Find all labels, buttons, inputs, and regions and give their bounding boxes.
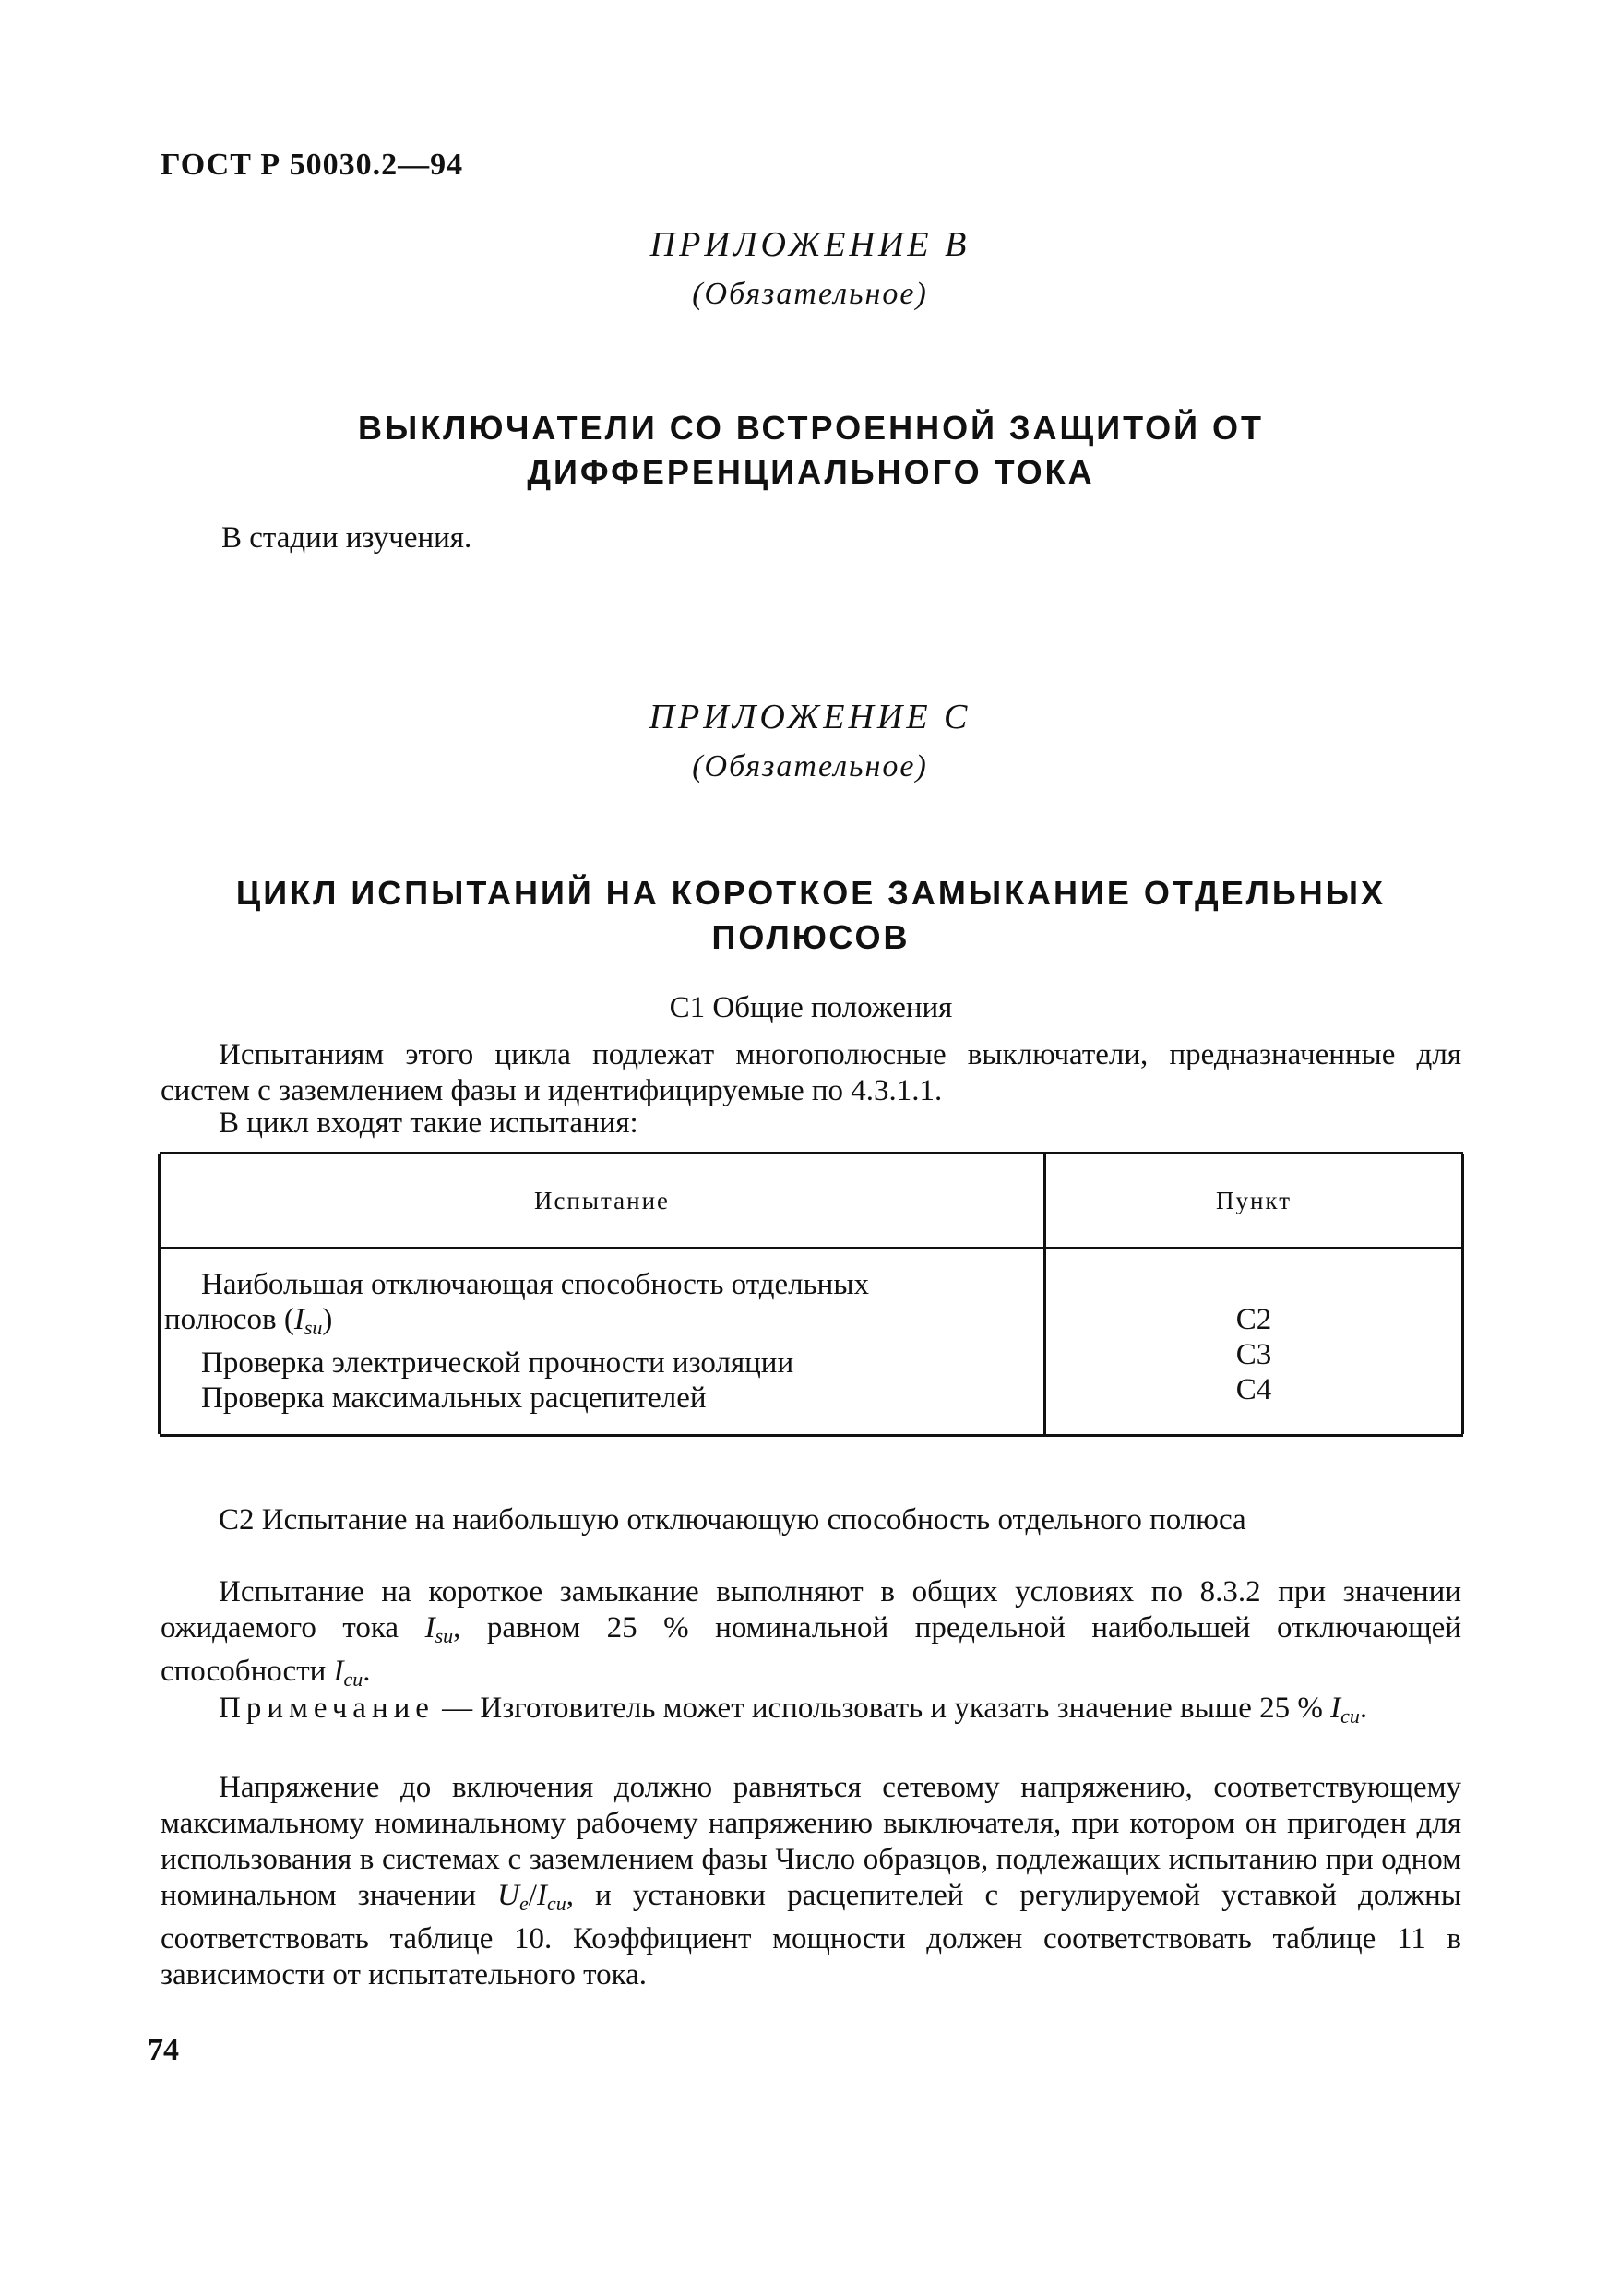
table-header-clause: Пункт bbox=[1045, 1154, 1463, 1247]
table-body bbox=[160, 1248, 1463, 1434]
c1-paragraph-2: В цикл входят такие испытания: bbox=[219, 1106, 638, 1140]
c1-paragraph-1: Испытаниям этого цикла подлежат многополюсные выключатели, предназначенные для систем с заземлением фазы и идентифицируемые по 4.3.1.1. bbox=[161, 1038, 1461, 1107]
c1-heading: С1 Общие положения bbox=[669, 991, 953, 1024]
appendix-b-status: В стадии изучения. bbox=[221, 521, 472, 555]
table-row-1-clause: С2 bbox=[1235, 1303, 1272, 1336]
table-tests-cell bbox=[160, 1248, 1045, 1434]
table-row-1-line2: полюсов $(I_{su})$ bbox=[164, 1303, 333, 1339]
appendix-c-heading-line1: ЦИКЛ ИСПЫТАНИЙ НА КОРОТКОЕ ЗАМЫКАНИЕ ОТДЕЛЬНЫХ bbox=[235, 874, 1387, 912]
appendix-c-title: ПРИЛОЖЕНИЕ С bbox=[649, 698, 971, 736]
appendix-c-heading-line2: ПОЛЮСОВ bbox=[711, 918, 911, 956]
table-row-3-test: Проверка максимальных расцепителей bbox=[201, 1381, 707, 1415]
appendix-b-subtitle: (Обязательное) bbox=[692, 277, 928, 311]
appendix-b-heading bbox=[161, 406, 1461, 495]
tests-table bbox=[158, 1152, 1464, 1437]
page-number: 74 bbox=[148, 2033, 179, 2067]
appendix-b-heading-line2: ДИФФЕРЕНЦИАЛЬНОГО ТОКА bbox=[527, 453, 1095, 491]
table-row-3-clause: С4 bbox=[1235, 1373, 1272, 1406]
table-row-2-clause: С3 bbox=[1235, 1338, 1272, 1371]
table-row-1-line1: Наибольшая отключающая способность отдельных bbox=[201, 1268, 870, 1301]
document-id: ГОСТ Р 50030.2—94 bbox=[161, 148, 464, 182]
table-clauses-cell bbox=[1045, 1248, 1463, 1434]
table-row-2-test: Проверка электрической прочности изоляции bbox=[201, 1346, 794, 1380]
c2-paragraph-1: Испытание на короткое замыкание выполняют в общих условиях по 8.3.2 при значении ожидаемого тока $I_{su}$, равном 25 % номинальной предельной наибольшей отключающей способности $I_{cu}$. bbox=[161, 1575, 1461, 1691]
c2-heading: С2 Испытание на наибольшую отключающую способность отдельного полюса bbox=[219, 1503, 1246, 1537]
appendix-c-subtitle: (Обязательное) bbox=[692, 749, 928, 783]
appendix-b-heading-line1: ВЫКЛЮЧАТЕЛИ СО ВСТРОЕННОЙ ЗАЩИТОЙ ОТ bbox=[357, 409, 1265, 447]
table-header-test: Испытание bbox=[160, 1154, 1045, 1247]
c2-paragraph-2: Напряжение до включения должно равняться сетевому напряжению, соответствующему максимальному номинальному рабочему напряжению выключателя, при котором он пригоден для использования в системах с заземлением фазы Число образцов, подлежащих испытанию при одном номинальном значении $U_e/I_{cu}$, и установки расцепителей с регулируемой уставкой должны соответствовать таблице 10. Коэффициент мощности должен соответствовать таблице 11 в зависимости от испытательного тока. bbox=[161, 1771, 1461, 1991]
appendix-c-heading bbox=[161, 871, 1461, 960]
note: Примечание — Изготовитель может использовать и указать значение выше 25 % $I_{cu}$. bbox=[219, 1692, 1368, 1728]
appendix-b-title: ПРИЛОЖЕНИЕ B bbox=[649, 225, 971, 264]
